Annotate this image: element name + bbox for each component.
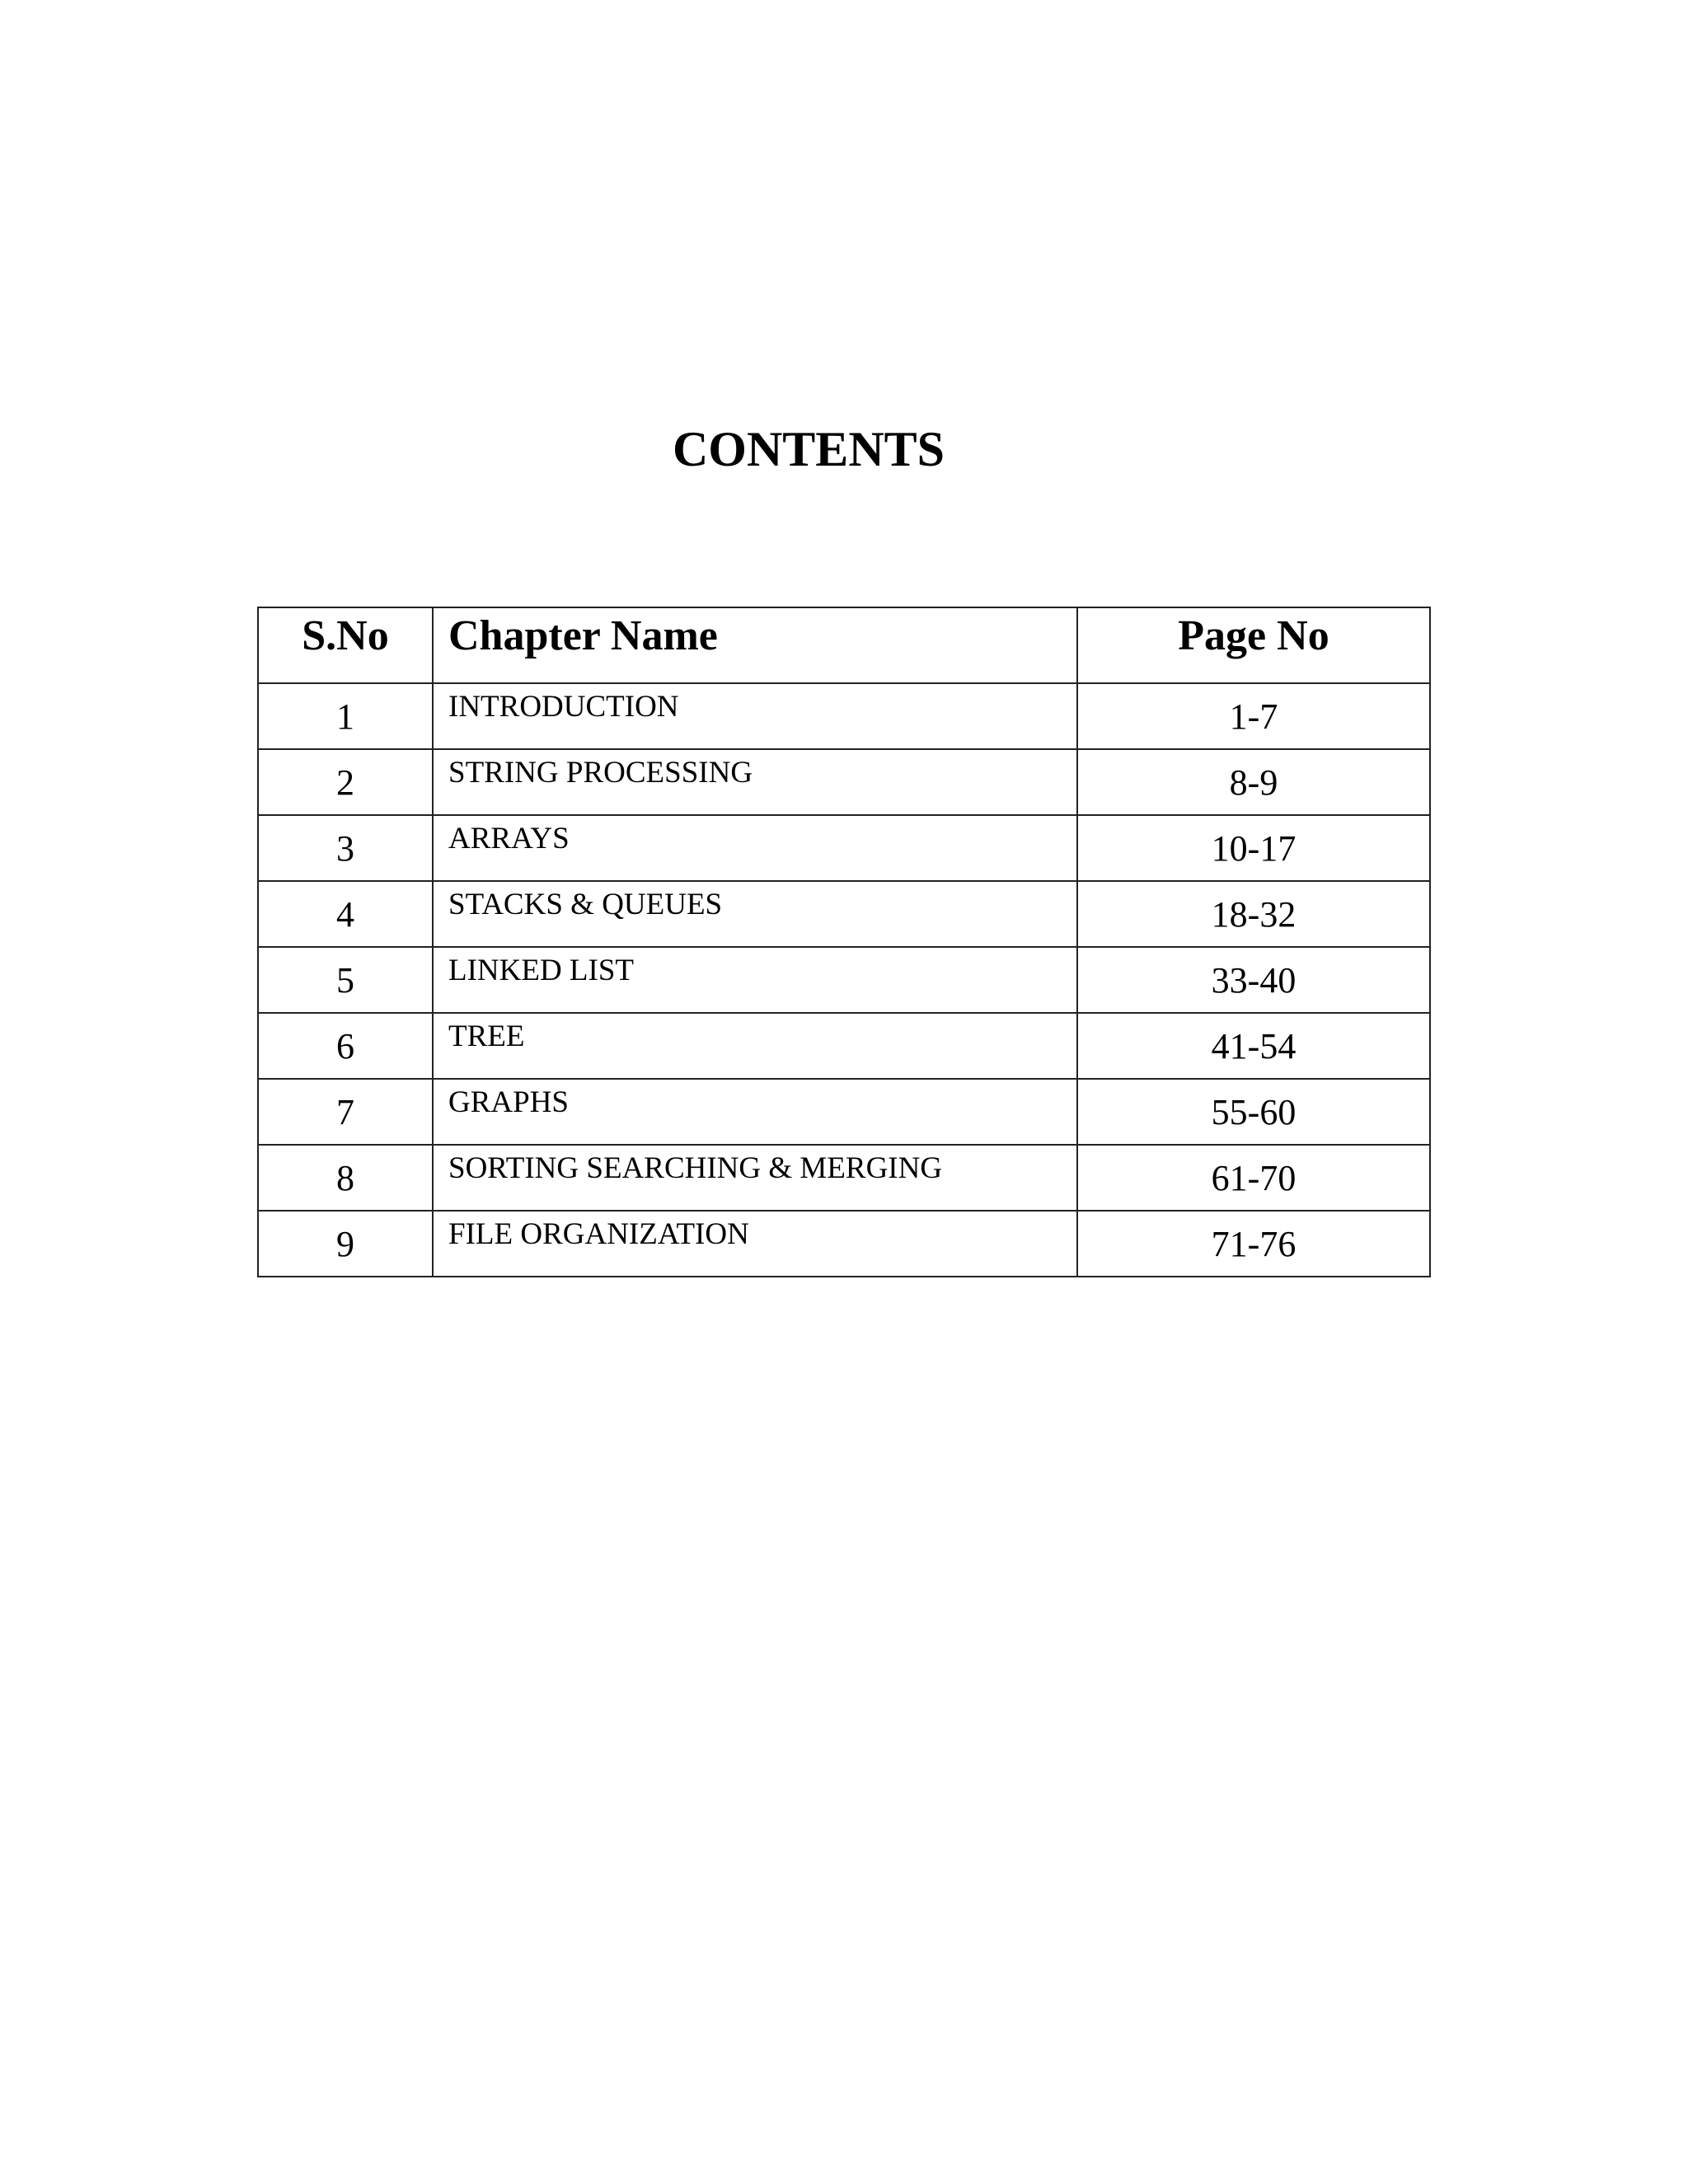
- row-chapter-name: GRAPHS: [433, 1079, 1077, 1145]
- table-row: [258, 749, 1430, 815]
- row-sno: 4: [258, 881, 433, 947]
- row-chapter-name: STRING PROCESSING: [433, 749, 1077, 815]
- row-sno: 1: [258, 683, 433, 749]
- row-page-range: 33-40: [1077, 947, 1430, 1013]
- table-row: [258, 1145, 1430, 1211]
- row-page-range: 18-32: [1077, 881, 1430, 947]
- table-row: [258, 881, 1430, 947]
- table-row: [258, 1079, 1430, 1145]
- row-chapter-name: INTRODUCTION: [433, 683, 1077, 749]
- table-row: [258, 683, 1430, 749]
- row-chapter-name: TREE: [433, 1013, 1077, 1079]
- table-row: [258, 947, 1430, 1013]
- row-chapter-name: STACKS & QUEUES: [433, 881, 1077, 947]
- row-sno: 8: [258, 1145, 433, 1211]
- header-page-no: Page No: [1077, 607, 1430, 683]
- contents-table: [257, 607, 1431, 1277]
- row-chapter-name: SORTING SEARCHING & MERGING: [433, 1145, 1077, 1211]
- row-sno: 5: [258, 947, 433, 1013]
- header-chapter-name: Chapter Name: [433, 607, 1077, 683]
- row-page-range: 8-9: [1077, 749, 1430, 815]
- row-sno: 9: [258, 1211, 433, 1277]
- row-sno: 3: [258, 815, 433, 881]
- row-chapter-name: FILE ORGANIZATION: [433, 1211, 1077, 1277]
- table-row: [258, 1211, 1430, 1277]
- row-sno: 7: [258, 1079, 433, 1145]
- row-chapter-name: LINKED LIST: [433, 947, 1077, 1013]
- row-page-range: 61-70: [1077, 1145, 1430, 1211]
- table-row: [258, 815, 1430, 881]
- header-sno: S.No: [258, 607, 433, 683]
- table-row: [258, 1013, 1430, 1079]
- row-chapter-name: ARRAYS: [433, 815, 1077, 881]
- page-title: CONTENTS: [672, 422, 945, 476]
- row-page-range: 41-54: [1077, 1013, 1430, 1079]
- row-sno: 2: [258, 749, 433, 815]
- row-page-range: 55-60: [1077, 1079, 1430, 1145]
- row-page-range: 1-7: [1077, 683, 1430, 749]
- table-header-row: [258, 607, 1430, 683]
- row-sno: 6: [258, 1013, 433, 1079]
- row-page-range: 10-17: [1077, 815, 1430, 881]
- row-page-range: 71-76: [1077, 1211, 1430, 1277]
